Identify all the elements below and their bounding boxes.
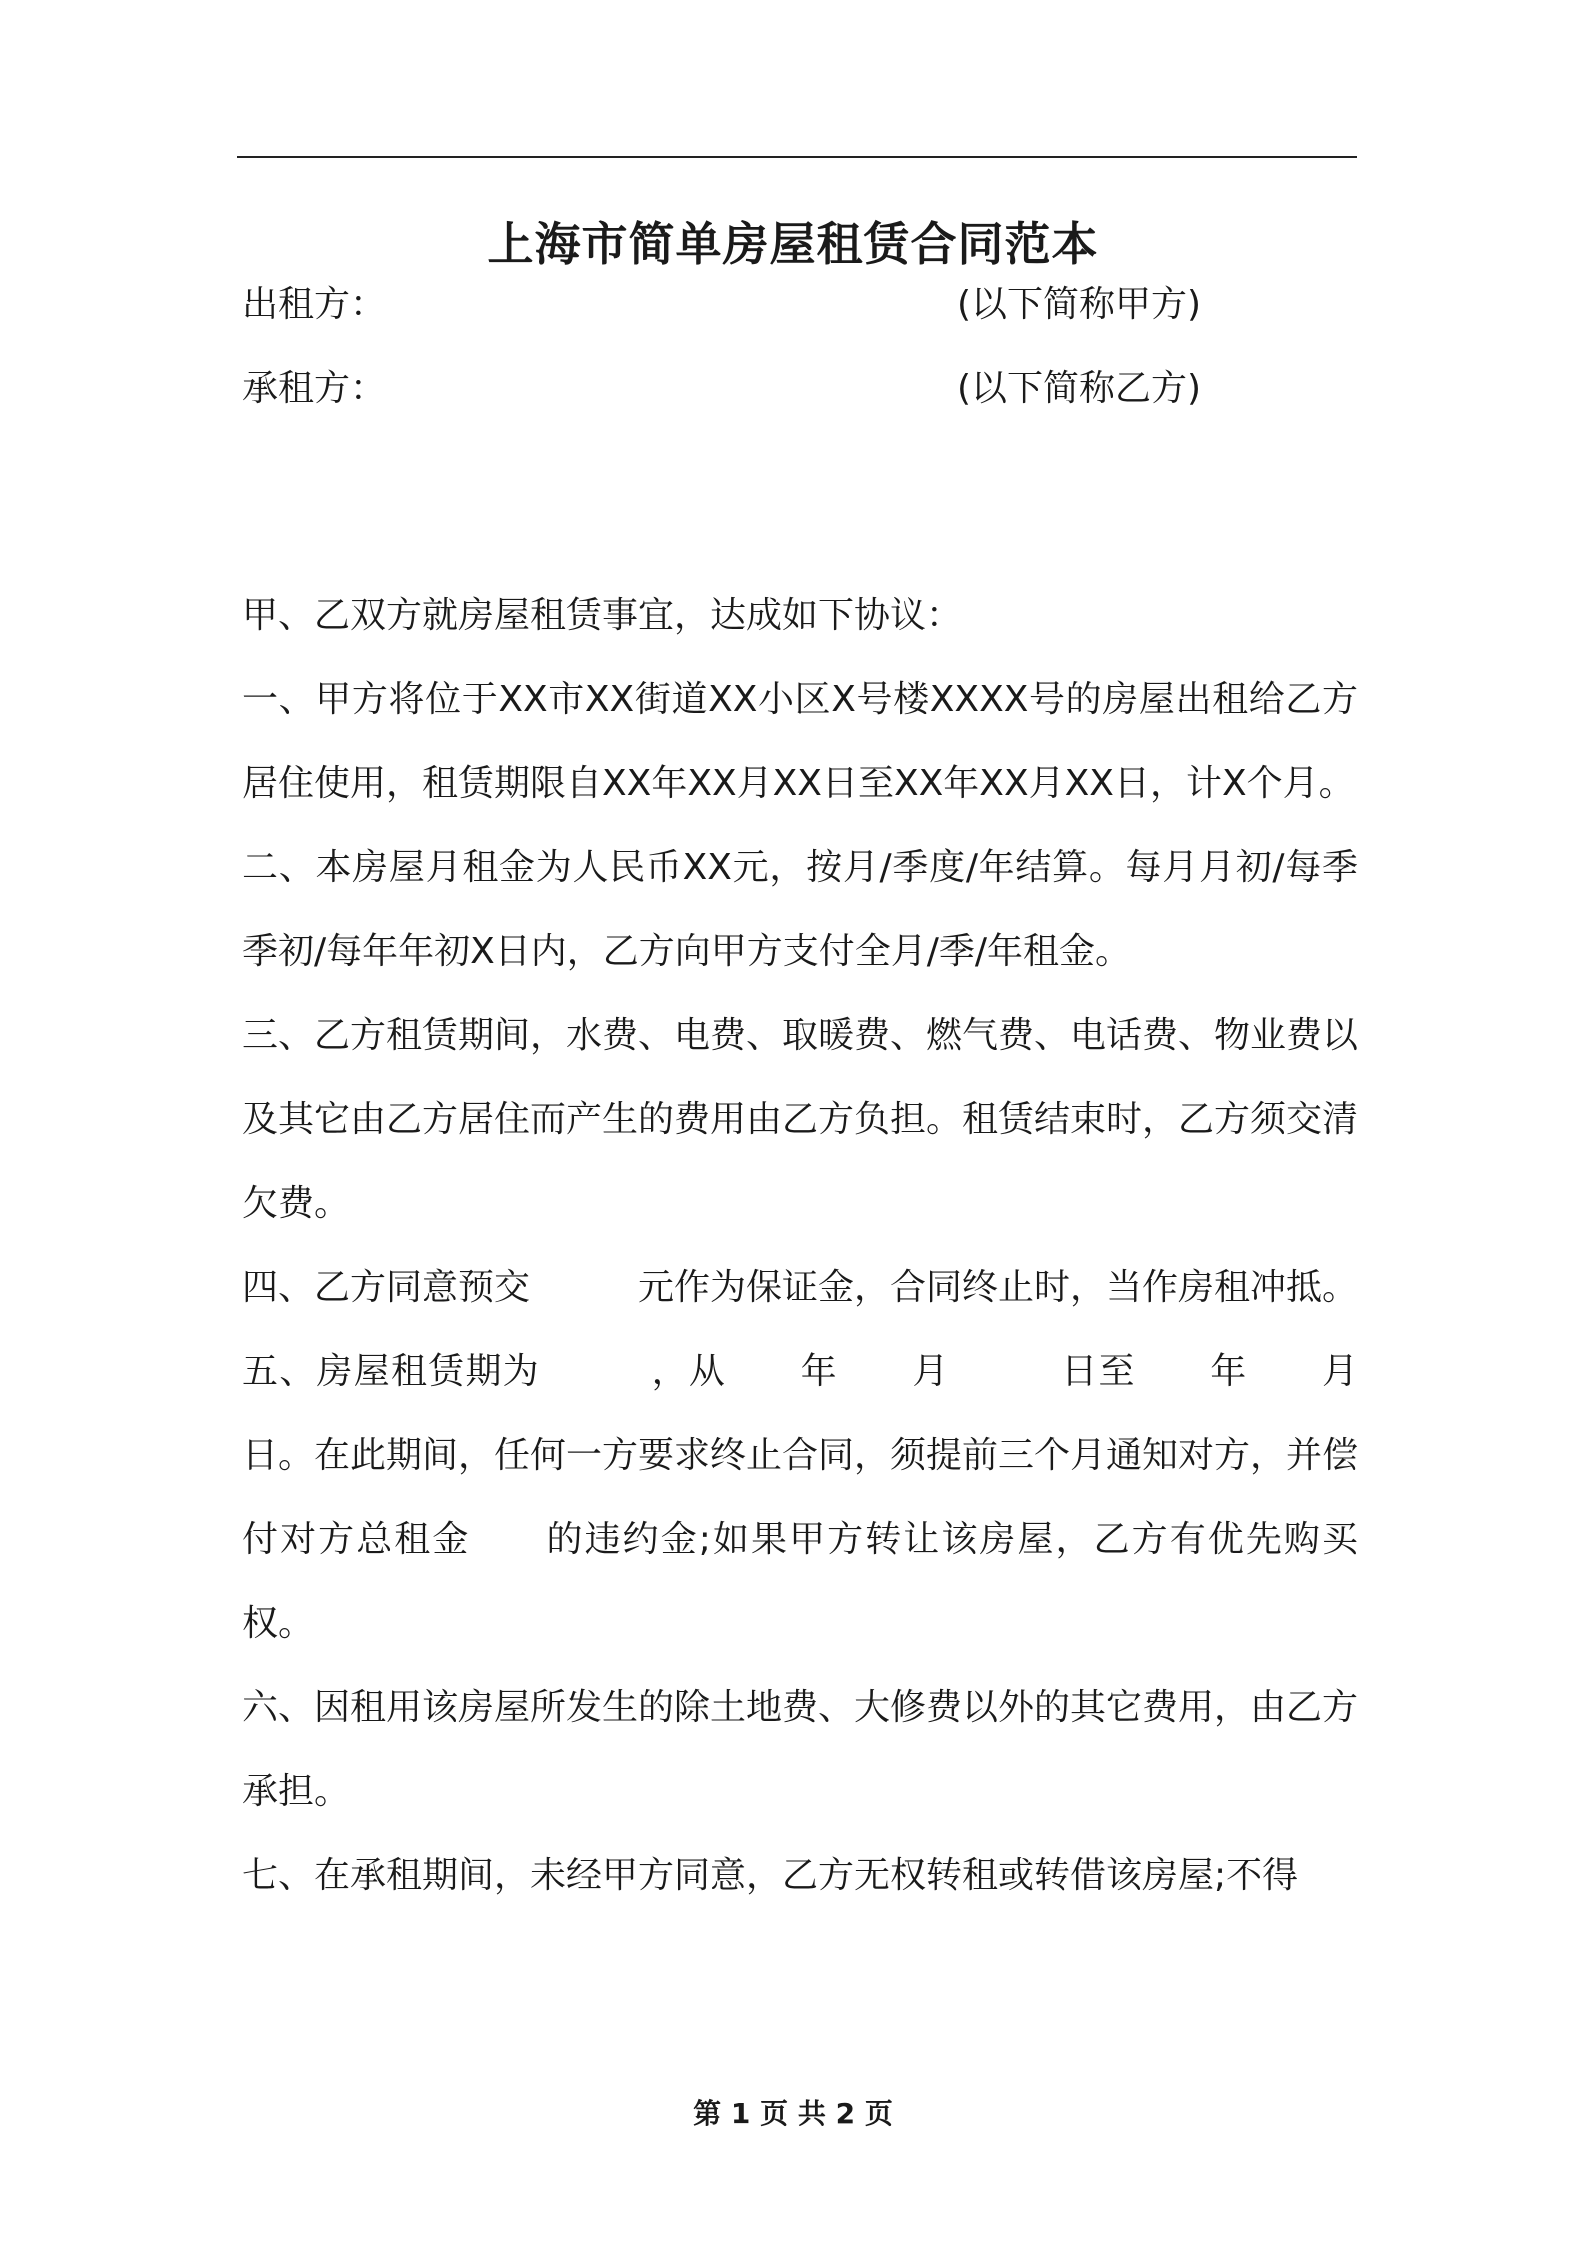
- header-rule: [237, 156, 1357, 158]
- page-number: 第 1 页 共 2 页: [693, 2097, 893, 2130]
- paragraph-intro: 甲、乙双方就房屋租赁事宜，达成如下协议：: [242, 595, 963, 636]
- clause-5: 五、房屋租赁期为 ，从 年 月 日至 年 月日。在此期间，任何一方要求终止合同，须提前三个月通知对方，并偿付对方总租金 的违约金;如果甲方转让该房屋，乙方有优先购买权。: [242, 1351, 1359, 1644]
- clause-2: 二、本房屋月租金为人民币XX元，按月/季度/年结算。每月月初/每季季初/每年年初X日内，乙方向甲方支付全月/季/年租金。: [242, 847, 1358, 972]
- contract-body: [242, 574, 1358, 1918]
- lessor-line: [242, 275, 1358, 335]
- lessor-note: (以下简称甲方): [957, 284, 1202, 325]
- clause-6: 六、因租用该房屋所发生的除土地费、大修费以外的其它费用，由乙方承担。: [242, 1687, 1359, 1812]
- lessee-line: [242, 359, 1358, 419]
- lessee-note: (以下简称乙方): [957, 368, 1202, 409]
- document-title: 上海市简单房屋租赁合同范本: [487, 217, 1099, 271]
- clause-7: 七、在承租期间，未经甲方同意，乙方无权转租或转借该房屋;不得: [242, 1855, 1299, 1896]
- clause-4: 四、乙方同意预交 元作为保证金，合同终止时，当作房租冲抵。: [242, 1267, 1359, 1308]
- clause-1: 一、甲方将位于XX市XX街道XX小区X号楼XXXX号的房屋出租给乙方居住使用，租赁期限自XX年XX月XX日至XX年XX月XX日，计X个月。: [242, 679, 1358, 804]
- clause-3: 三、乙方租赁期间，水费、电费、取暖费、燃气费、电话费、物业费以及其它由乙方居住而产生的费用由乙方负担。租赁结束时，乙方须交清欠费。: [242, 1015, 1359, 1224]
- lessor-label: 出租方：: [242, 284, 387, 325]
- lessee-label: 承租方：: [242, 368, 387, 409]
